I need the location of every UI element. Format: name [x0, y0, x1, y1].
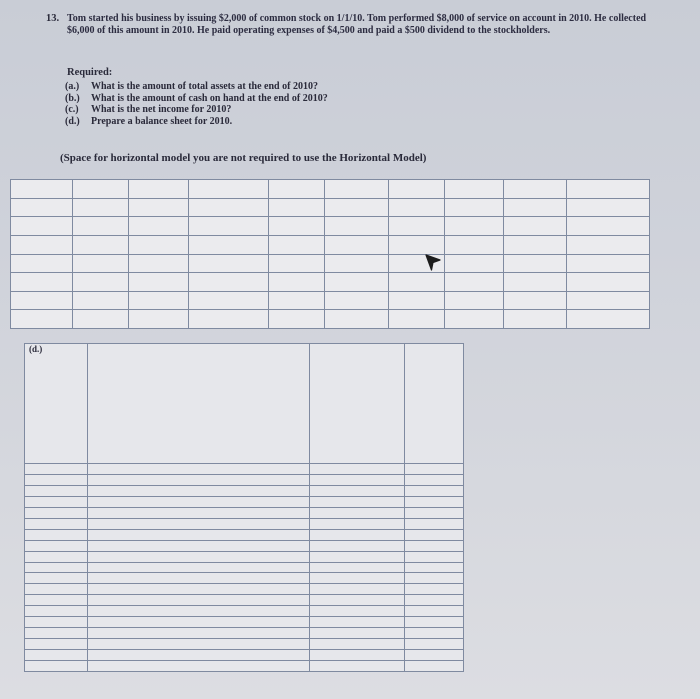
grid-cell — [566, 254, 649, 273]
grid-cell — [189, 198, 268, 217]
grid-cell — [25, 595, 88, 606]
grid-cell — [310, 475, 405, 486]
grid-cell — [310, 562, 405, 573]
grid-cell — [444, 180, 503, 199]
grid-cell — [88, 660, 310, 671]
grid-cell — [310, 649, 405, 660]
grid-cell — [310, 518, 405, 529]
grid-cell — [25, 639, 88, 650]
grid-row — [25, 562, 464, 573]
required-item: (d.) Prepare a balance sheet for 2010. — [65, 115, 233, 127]
grid-cell — [189, 291, 268, 310]
grid-cell — [88, 344, 310, 464]
grid-cell — [405, 540, 464, 551]
grid-cell — [88, 573, 310, 584]
grid-cell — [11, 180, 73, 199]
grid-cell — [25, 464, 88, 475]
grid-row — [25, 628, 464, 639]
grid-cell — [189, 254, 268, 273]
grid-cell — [268, 254, 324, 273]
grid-cell — [444, 235, 503, 254]
required-item: (c.) What is the net income for 2010? — [65, 104, 232, 116]
mouse-cursor-icon — [424, 253, 442, 273]
grid-cell — [189, 310, 268, 329]
grid-cell — [268, 273, 324, 292]
grid-cell — [444, 217, 503, 236]
grid-cell — [405, 595, 464, 606]
required-item: (b.) What is the amount of cash on hand at the end of 2010? — [65, 92, 328, 104]
question-number: 13. — [46, 13, 60, 24]
balance-sheet-grid — [24, 343, 464, 672]
grid-cell — [73, 310, 128, 329]
grid-row — [25, 529, 464, 540]
grid-cell — [11, 198, 73, 217]
grid-cell — [325, 235, 389, 254]
grid-row — [11, 217, 650, 236]
grid-cell — [405, 584, 464, 595]
grid-cell — [11, 291, 73, 310]
grid-cell — [11, 273, 73, 292]
grid-cell — [189, 273, 268, 292]
grid-cell — [310, 584, 405, 595]
grid-cell — [128, 217, 188, 236]
grid-cell — [405, 660, 464, 671]
grid-row — [25, 649, 464, 660]
grid-cell — [88, 518, 310, 529]
grid-cell — [73, 217, 128, 236]
grid-row — [25, 595, 464, 606]
grid-cell — [566, 291, 649, 310]
grid-row — [25, 486, 464, 497]
grid-row — [25, 475, 464, 486]
grid-cell — [310, 573, 405, 584]
grid-row — [25, 617, 464, 628]
grid-cell — [504, 198, 566, 217]
grid-row — [25, 497, 464, 508]
grid-cell — [325, 217, 389, 236]
grid-cell — [25, 518, 88, 529]
grid-cell — [325, 273, 389, 292]
grid-row — [11, 254, 650, 273]
grid-cell — [25, 497, 88, 508]
grid-row — [25, 639, 464, 650]
grid-cell — [128, 180, 188, 199]
grid-cell — [504, 180, 566, 199]
grid-cell — [310, 507, 405, 518]
grid-cell — [25, 628, 88, 639]
grid-cell — [504, 310, 566, 329]
grid-cell — [25, 562, 88, 573]
grid-cell — [88, 497, 310, 508]
grid-cell — [405, 617, 464, 628]
grid-cell — [88, 464, 310, 475]
grid-cell — [566, 198, 649, 217]
grid-cell — [88, 507, 310, 518]
grid-cell — [310, 660, 405, 671]
grid-cell — [504, 291, 566, 310]
grid-cell — [11, 310, 73, 329]
grid-cell — [88, 639, 310, 650]
grid-cell — [268, 291, 324, 310]
grid-cell — [504, 254, 566, 273]
grid-cell — [310, 344, 405, 464]
grid-cell — [88, 540, 310, 551]
grid-cell — [25, 606, 88, 617]
grid-cell — [405, 507, 464, 518]
grid-cell — [88, 617, 310, 628]
grid-cell — [325, 254, 389, 273]
grid-cell — [405, 529, 464, 540]
grid-cell — [310, 606, 405, 617]
grid-cell — [389, 310, 444, 329]
grid-cell — [88, 595, 310, 606]
grid-row — [25, 464, 464, 475]
grid-cell — [128, 198, 188, 217]
grid-cell — [405, 573, 464, 584]
grid-cell — [25, 507, 88, 518]
horizontal-model-note: (Space for horizontal model you are not required to use the Horizontal Model) — [60, 152, 427, 164]
grid-row — [25, 606, 464, 617]
grid-cell — [25, 486, 88, 497]
grid-cell — [504, 217, 566, 236]
grid-cell — [88, 562, 310, 573]
grid-cell — [405, 606, 464, 617]
grid-cell — [566, 273, 649, 292]
grid-cell — [389, 217, 444, 236]
required-heading: Required: — [67, 67, 113, 78]
grid-cell — [128, 291, 188, 310]
grid-cell — [189, 217, 268, 236]
grid-cell — [25, 573, 88, 584]
grid-cell — [268, 235, 324, 254]
grid-cell — [310, 464, 405, 475]
grid-cell — [405, 518, 464, 529]
grid-cell — [25, 660, 88, 671]
grid-cell — [405, 344, 464, 464]
grid-cell — [25, 475, 88, 486]
grid-cell — [310, 497, 405, 508]
horizontal-model-grid — [10, 179, 650, 329]
grid-row — [11, 235, 650, 254]
grid-cell — [325, 180, 389, 199]
grid-cell — [25, 584, 88, 595]
grid-cell — [310, 486, 405, 497]
grid-cell — [389, 291, 444, 310]
grid-cell — [325, 291, 389, 310]
grid-row — [11, 291, 650, 310]
grid-cell — [405, 551, 464, 562]
required-list — [65, 81, 328, 127]
grid-cell — [88, 551, 310, 562]
grid-cell — [73, 291, 128, 310]
grid-cell — [444, 254, 503, 273]
grid-cell — [88, 628, 310, 639]
grid-cell — [310, 540, 405, 551]
grid-row — [25, 344, 464, 464]
grid-cell — [189, 235, 268, 254]
grid-row — [25, 540, 464, 551]
grid-cell — [310, 639, 405, 650]
grid-cell — [389, 273, 444, 292]
grid-cell — [189, 180, 268, 199]
grid-cell — [11, 254, 73, 273]
grid-cell — [389, 198, 444, 217]
grid-row — [25, 573, 464, 584]
grid-cell — [444, 273, 503, 292]
grid-cell — [405, 649, 464, 660]
grid-cell — [566, 217, 649, 236]
grid-cell — [310, 595, 405, 606]
grid-cell — [504, 273, 566, 292]
grid-row — [25, 584, 464, 595]
grid-cell — [88, 584, 310, 595]
grid-cell — [25, 617, 88, 628]
grid-cell — [88, 649, 310, 660]
grid-cell — [25, 529, 88, 540]
grid-cell — [325, 310, 389, 329]
grid-cell — [405, 475, 464, 486]
grid-cell — [566, 310, 649, 329]
grid-cell — [325, 198, 389, 217]
grid-row — [11, 180, 650, 199]
grid-cell — [405, 562, 464, 573]
required-item: (a.) What is the amount of total assets at the end of 2010? — [65, 81, 318, 92]
grid-cell — [389, 235, 444, 254]
grid-cell — [11, 235, 73, 254]
grid-cell — [405, 486, 464, 497]
grid-cell — [566, 180, 649, 199]
grid-cell — [73, 180, 128, 199]
grid-cell — [389, 180, 444, 199]
grid-cell — [310, 551, 405, 562]
grid-row — [11, 310, 650, 329]
balance-sheet-label: (d.) — [25, 344, 88, 464]
question-text: Tom started his business by issuing $2,000 of common stock on 1/1/10. Tom performed $8,000 of service on account in 2010. He collected $6,000 of this amount in 2010. He paid operating expenses of $4,500 and paid a $500 dividend to the stockholders. — [67, 13, 647, 36]
grid-cell — [88, 486, 310, 497]
grid-cell — [268, 310, 324, 329]
grid-cell — [268, 217, 324, 236]
grid-cell — [73, 254, 128, 273]
grid-row — [11, 273, 650, 292]
grid-cell — [11, 217, 73, 236]
grid-cell — [504, 235, 566, 254]
grid-cell — [405, 628, 464, 639]
grid-row — [11, 198, 650, 217]
grid-cell — [444, 291, 503, 310]
grid-cell — [444, 310, 503, 329]
grid-cell — [268, 198, 324, 217]
grid-row — [25, 660, 464, 671]
grid-cell — [310, 617, 405, 628]
grid-row — [25, 518, 464, 529]
grid-cell — [25, 540, 88, 551]
grid-cell — [25, 649, 88, 660]
grid-cell — [128, 235, 188, 254]
grid-cell — [405, 464, 464, 475]
grid-cell — [128, 254, 188, 273]
grid-cell — [73, 198, 128, 217]
grid-cell — [73, 235, 128, 254]
grid-cell — [73, 273, 128, 292]
grid-cell — [88, 529, 310, 540]
grid-row — [25, 551, 464, 562]
grid-cell — [25, 551, 88, 562]
grid-cell — [128, 310, 188, 329]
grid-cell — [405, 497, 464, 508]
grid-cell — [310, 628, 405, 639]
grid-cell — [566, 235, 649, 254]
grid-cell — [310, 529, 405, 540]
grid-cell — [405, 639, 464, 650]
grid-row — [25, 507, 464, 518]
grid-cell — [444, 198, 503, 217]
grid-cell — [268, 180, 324, 199]
grid-cell — [88, 475, 310, 486]
grid-cell — [128, 273, 188, 292]
grid-cell — [88, 606, 310, 617]
